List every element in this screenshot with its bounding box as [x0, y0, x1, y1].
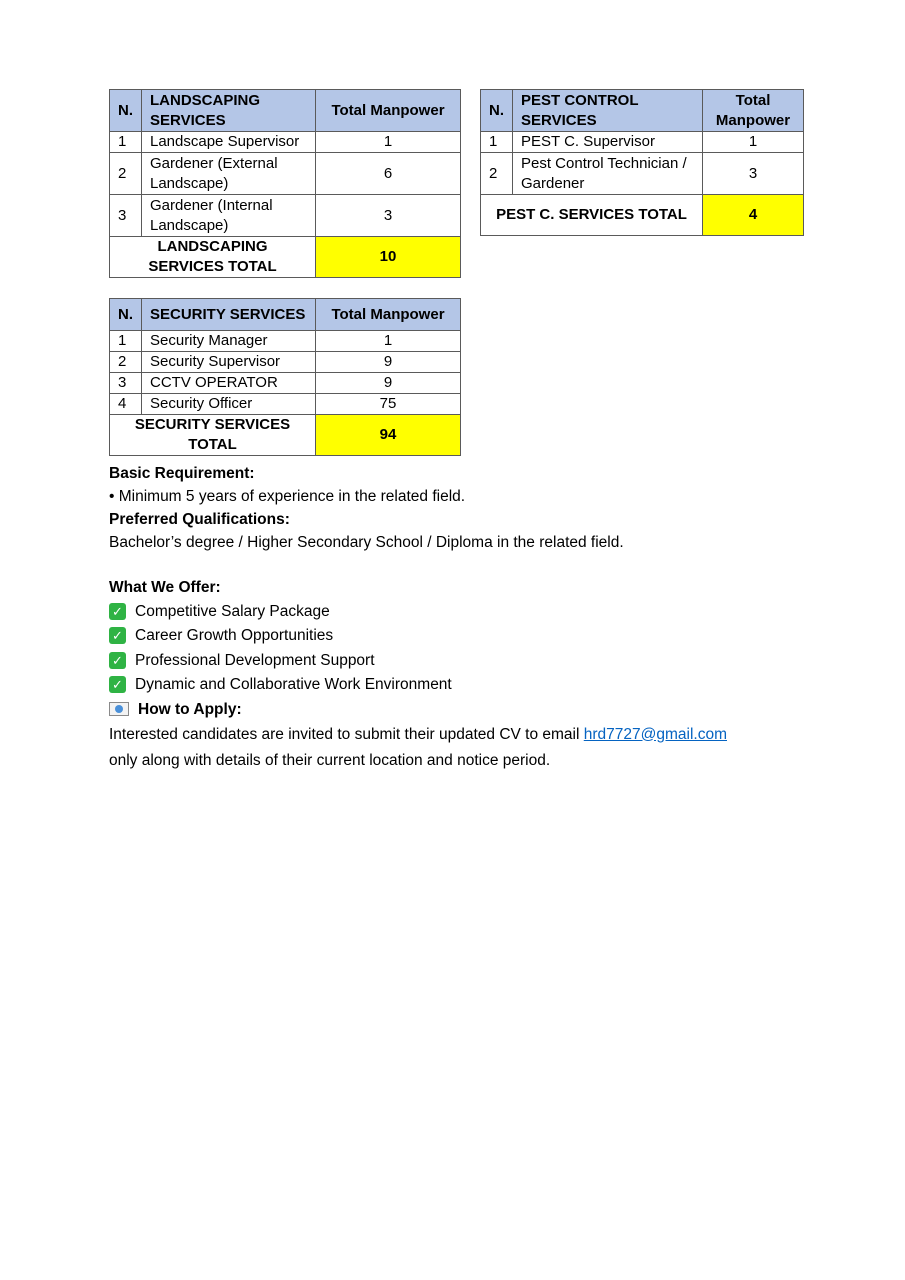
table-row	[110, 394, 461, 415]
qualification-heading: Preferred Qualifications:	[109, 511, 290, 528]
total-label: SECURITY SERVICES TOTAL	[110, 415, 316, 456]
total-value: 10	[316, 237, 461, 278]
row-count: 1	[316, 132, 461, 153]
offer-item	[109, 673, 829, 698]
check-mark-icon: ✓	[109, 652, 126, 669]
total-label: PEST C. SERVICES TOTAL	[481, 195, 703, 236]
row-number: 3	[110, 373, 142, 394]
requirement-heading: Basic Requirement:	[109, 465, 255, 482]
offer-item	[109, 648, 829, 673]
table-row	[110, 331, 461, 352]
row-number: 2	[110, 153, 142, 195]
table-row	[110, 373, 461, 394]
row-role: Pest Control Technician / Gardener	[513, 153, 703, 195]
total-value: 94	[316, 415, 461, 456]
row-role: Gardener (External Landscape)	[142, 153, 316, 195]
offer-heading: What We Offer:	[109, 579, 221, 596]
row-role: Gardener (Internal Landscape)	[142, 195, 316, 237]
table-row	[110, 195, 461, 237]
offer-item-label: Dynamic and Collaborative Work Environment	[135, 676, 452, 694]
row-role: PEST C. Supervisor	[513, 132, 703, 153]
row-count: 9	[316, 373, 461, 394]
check-mark-icon: ✓	[109, 603, 126, 620]
row-number: 1	[110, 331, 142, 352]
offer-item	[109, 599, 829, 624]
col-header-manpower: Total Manpower	[703, 90, 804, 132]
row-count: 6	[316, 153, 461, 195]
row-count: 9	[316, 352, 461, 373]
col-header-service: SECURITY SERVICES	[142, 299, 316, 331]
landscaping-table	[109, 89, 461, 278]
check-mark-icon: ✓	[109, 676, 126, 693]
email-link[interactable]: hrd7727@gmail.com	[583, 725, 727, 743]
apply-heading: How to Apply:	[138, 700, 242, 718]
apply-heading-row	[109, 697, 829, 722]
col-header-service: LANDSCAPING SERVICES	[142, 90, 316, 132]
table-row	[481, 153, 804, 195]
row-role: Landscape Supervisor	[142, 132, 316, 153]
col-header-n: N.	[110, 299, 142, 331]
check-mark-icon: ✓	[109, 627, 126, 644]
total-row	[110, 237, 461, 278]
apply-text-before: Interested candidates are invited to submit their updated CV to email	[109, 725, 584, 743]
envelope-icon	[109, 702, 129, 716]
col-header-n: N.	[481, 90, 513, 132]
row-number: 2	[481, 153, 513, 195]
row-count: 3	[703, 153, 804, 195]
row-number: 4	[110, 394, 142, 415]
row-count: 3	[316, 195, 461, 237]
row-count: 75	[316, 394, 461, 415]
job-details	[109, 462, 829, 774]
offer-item	[109, 624, 829, 649]
col-header-manpower: Total Manpower	[316, 90, 461, 132]
row-role: Security Officer	[142, 394, 316, 415]
offer-item-label: Competitive Salary Package	[135, 602, 330, 620]
total-label: LANDSCAPING SERVICES TOTAL	[110, 237, 316, 278]
apply-text	[109, 722, 829, 774]
total-value: 4	[703, 195, 804, 236]
col-header-manpower: Total Manpower	[316, 299, 461, 331]
row-role: Security Manager	[142, 331, 316, 352]
requirement-bullet: • Minimum 5 years of experience in the related field.	[109, 488, 466, 505]
row-count: 1	[703, 132, 804, 153]
table-row	[481, 132, 804, 153]
table-row	[110, 132, 461, 153]
qualification-text: Bachelor’s degree / Higher Secondary School / Diploma in the related field.	[109, 534, 624, 551]
col-header-service: PEST CONTROL SERVICES	[513, 90, 703, 132]
security-table	[109, 298, 461, 456]
row-number: 1	[110, 132, 142, 153]
row-number: 1	[481, 132, 513, 153]
row-number: 2	[110, 352, 142, 373]
row-role: CCTV OPERATOR	[142, 373, 316, 394]
col-header-n: N.	[110, 90, 142, 132]
row-number: 3	[110, 195, 142, 237]
apply-text-after: only along with details of their current location and notice period.	[109, 751, 551, 769]
table-row	[110, 352, 461, 373]
offer-item-label: Professional Development Support	[135, 651, 375, 669]
pest-control-table	[480, 89, 804, 236]
row-count: 1	[316, 331, 461, 352]
row-role: Security Supervisor	[142, 352, 316, 373]
offer-item-label: Career Growth Opportunities	[135, 627, 334, 645]
total-row	[110, 415, 461, 456]
table-row	[110, 153, 461, 195]
total-row	[481, 195, 804, 236]
